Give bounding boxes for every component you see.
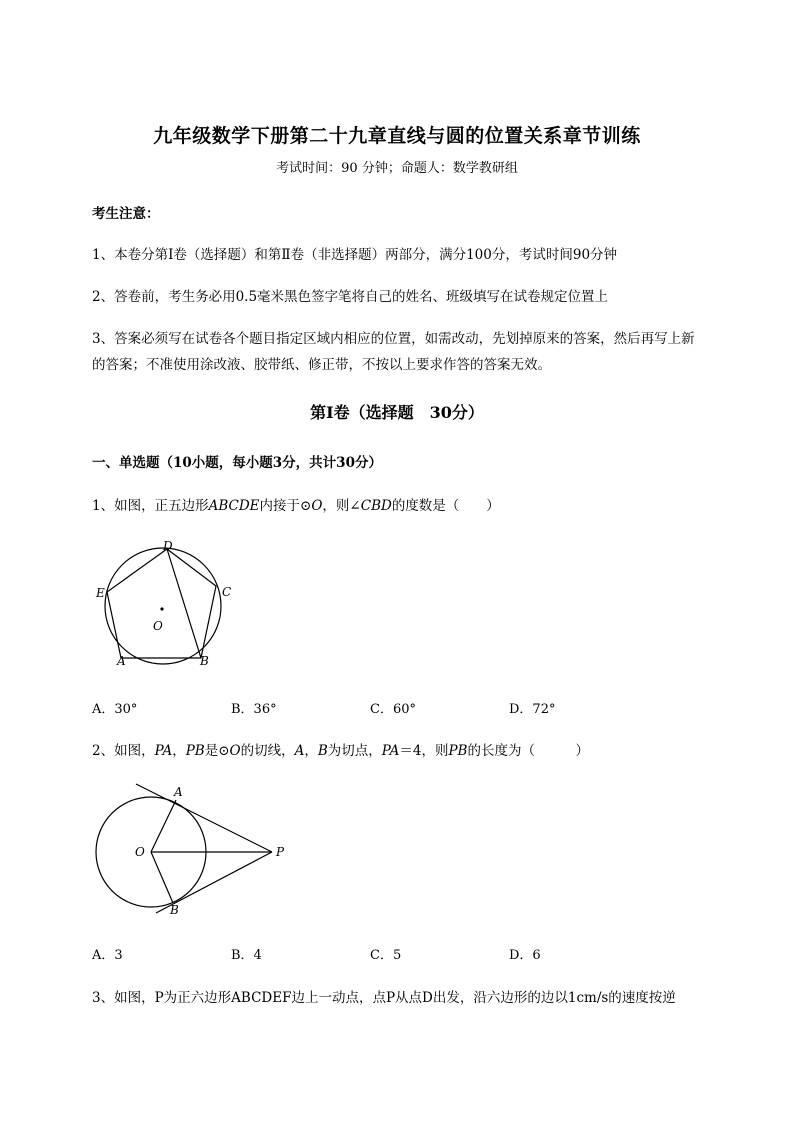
- radius-ob: [151, 852, 173, 903]
- label-o: O: [153, 619, 163, 633]
- label-a: A: [117, 654, 126, 668]
- q2-option-b[interactable]: B．4: [231, 948, 262, 963]
- notice-item-2: 2、答卷前，考生务必用0.5毫米黑色签字笔将自己的姓名、班级填写在试卷规定位置上: [92, 289, 609, 305]
- q1-option-b[interactable]: B．36°: [231, 702, 277, 717]
- radius-oa: [151, 800, 176, 852]
- notice-item-1: 1、本卷分第I卷（选择题）和第Ⅱ卷（非选择题）两部分，满分100分，考试时间90分钟: [92, 247, 618, 263]
- label-e: E: [96, 586, 105, 600]
- q1-option-c[interactable]: C．60°: [370, 702, 416, 717]
- label-a: A: [174, 785, 183, 799]
- label-p: P: [276, 845, 285, 859]
- q1-option-d[interactable]: D．72°: [509, 702, 556, 717]
- exam-subtitle: 考试时间：90 分钟；命题人：数学教研组: [276, 161, 518, 176]
- segment-bd: [167, 549, 201, 658]
- label-b: B: [170, 903, 179, 917]
- notice-item-3-line-1: 3、答案必须写在试卷各个题目指定区域内相应的位置，如需改动，先划掉原来的答案，然后再写上新: [92, 331, 695, 347]
- question-3-stem: 3、如图，P为正六边形ABCDEF边上一动点，点P从点D出发，沿六边形的边以1cm/s的速度按逆: [92, 990, 676, 1006]
- question-2-figure: [90, 780, 300, 920]
- section-1-heading: 第I卷（选择题 30分）: [310, 403, 484, 422]
- label-d: D: [163, 539, 173, 553]
- center-dot: [160, 607, 163, 610]
- question-1-stem: 1、如图，正五边形ABCDE内接于⊙O，则∠CBD的度数是（ ）: [92, 498, 500, 514]
- q2-option-c[interactable]: C．5: [370, 948, 402, 963]
- question-1-figure: [90, 536, 250, 672]
- q1-option-a[interactable]: A．30°: [92, 702, 138, 717]
- label-c: C: [222, 585, 232, 599]
- notice-item-3-line-2: 的答案；不准使用涂改液、胶带纸、修正带，不按以上要求作答的答案无效。: [92, 357, 551, 373]
- question-2-stem: 2、如图，PA，PB是⊙O的切线，A，B为切点，PA＝4，则PB的长度为（ ）: [92, 743, 589, 759]
- label-b: B: [200, 654, 209, 668]
- notice-heading: 考生注意：: [92, 206, 160, 222]
- q2-option-d[interactable]: D．6: [509, 948, 541, 963]
- pentagon-abcde: [107, 549, 216, 658]
- q2-option-a[interactable]: A．3: [92, 948, 123, 963]
- label-o: O: [135, 845, 145, 859]
- part-1-heading: 一、单选题（10小题，每小题3分，共计30分）: [92, 455, 382, 471]
- exam-title: 九年级数学下册第二十九章直线与圆的位置关系章节训练: [153, 125, 641, 147]
